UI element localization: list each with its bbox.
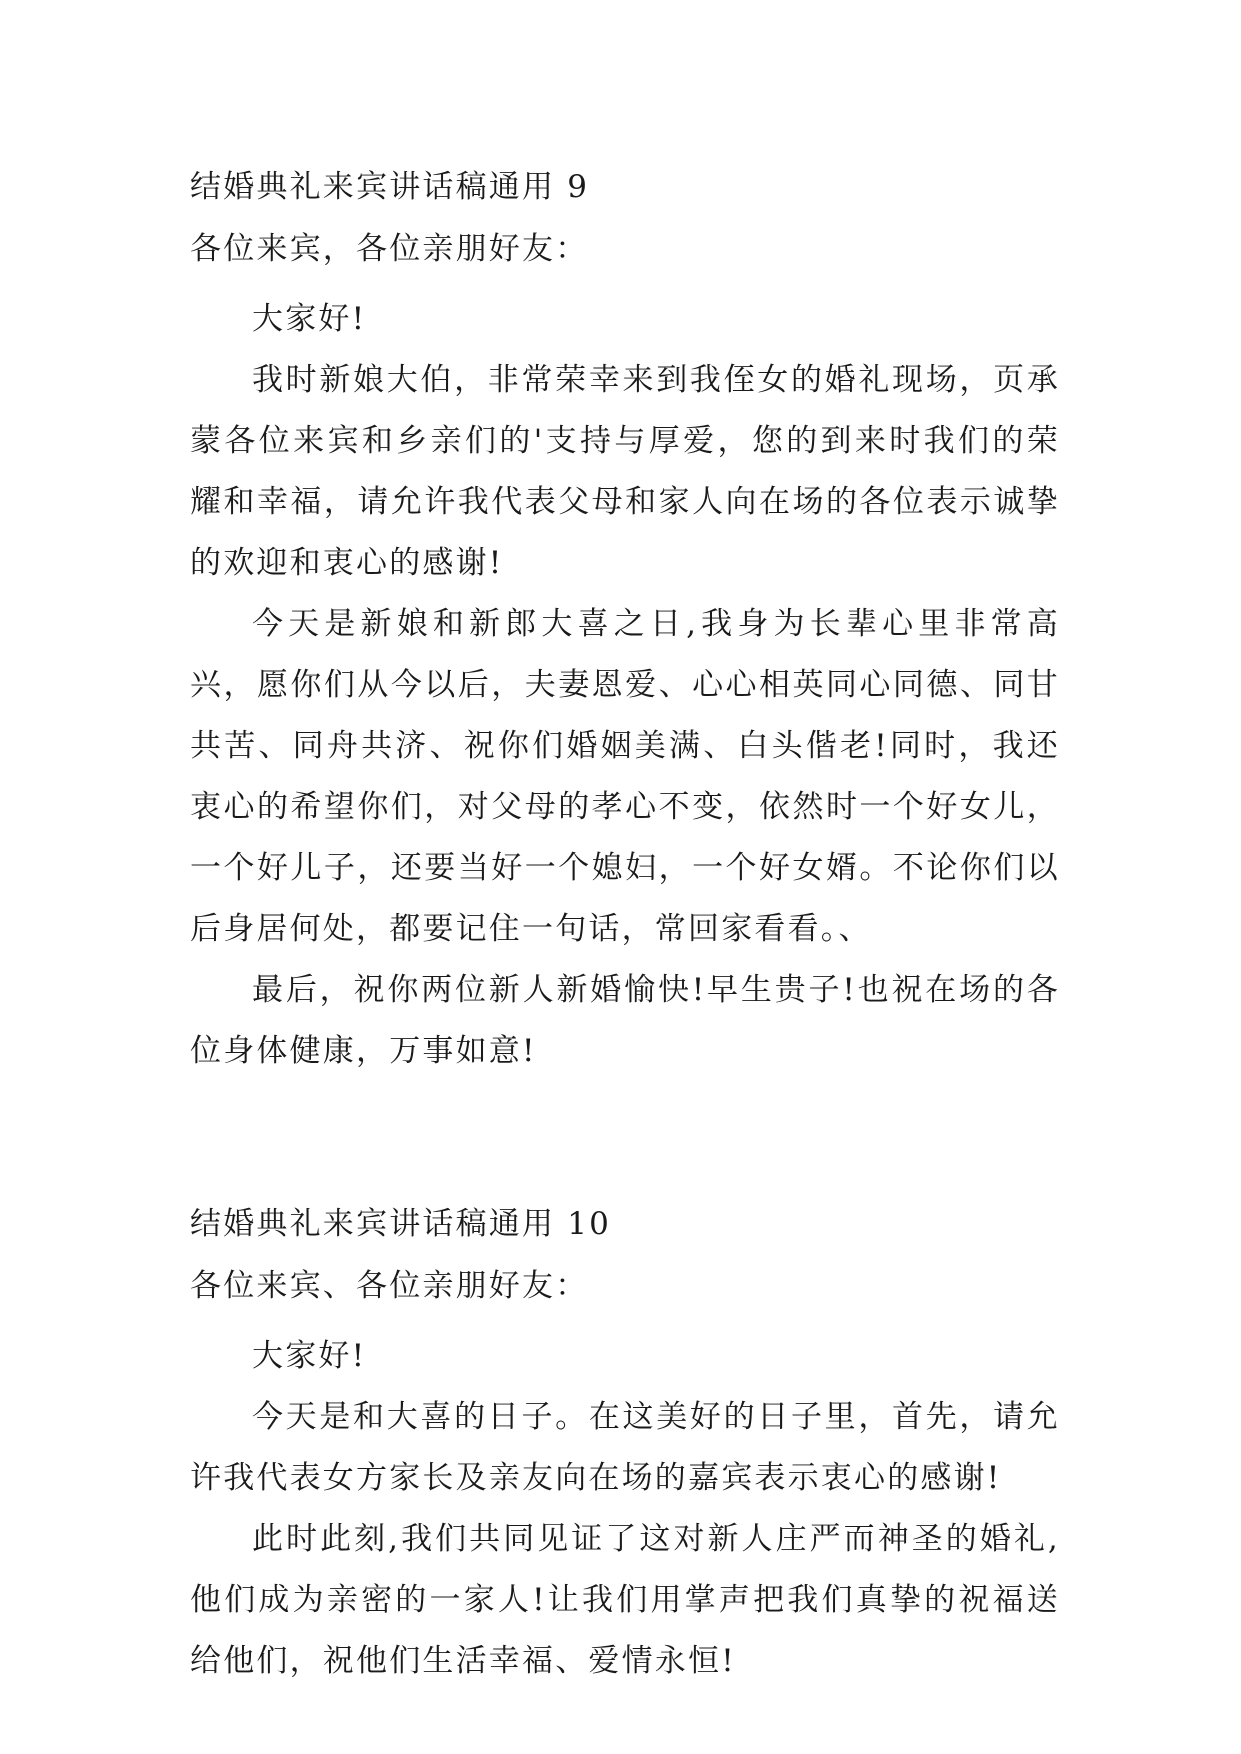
salutation: 各位来宾，各位亲朋好友：	[190, 231, 589, 267]
section-title: 结婚典礼来宾讲话稿通用 10	[190, 1206, 612, 1242]
paragraph: 今天是新娘和新郎大喜之日,我身为长辈心里非常高兴，愿你们从今以后，夫妻恩爱、心心相英同心同德、同甘共苦、同舟共济、祝你们婚姻美满、白头偕老!同时，我还衷心的希望你们，对父母的孝心不变，依然时一个好女儿，一个好儿子，还要当好一个媳妇，一个好女婿。不论你们以后身居何处，都要记住一句话，常回家看看。、	[190, 606, 1060, 947]
document-body	[190, 165, 1060, 1692]
speech-section-10	[190, 1202, 1060, 1692]
paragraph: 大家好!	[252, 1338, 367, 1374]
speech-section-9	[190, 165, 1060, 1082]
paragraph: 今天是和大喜的日子。在这美好的日子里，首先，请允许我代表女方家长及亲友向在场的嘉宾表示衷心的感谢!	[190, 1399, 1060, 1496]
section-title: 结婚典礼来宾讲话稿通用 9	[190, 169, 590, 205]
paragraph: 最后，祝你两位新人新婚愉快!早生贵子!也祝在场的各位身体健康，万事如意!	[190, 972, 1060, 1069]
paragraph: 此时此刻,我们共同见证了这对新人庄严而神圣的婚礼,他们成为亲密的一家人!让我们用掌声把我们真挚的祝福送给他们，祝他们生活幸福、爱情永恒!	[190, 1521, 1060, 1679]
salutation: 各位来宾、各位亲朋好友：	[190, 1268, 589, 1304]
paragraph: 大家好!	[252, 301, 367, 337]
paragraph: 我时新娘大伯，非常荣幸来到我侄女的婚礼现场，页承蒙各位来宾和乡亲们的'支持与厚爱，您的到来时我们的荣耀和幸福，请允许我代表父母和家人向在场的各位表示诚挚的欢迎和衷心的感谢!	[190, 362, 1060, 581]
